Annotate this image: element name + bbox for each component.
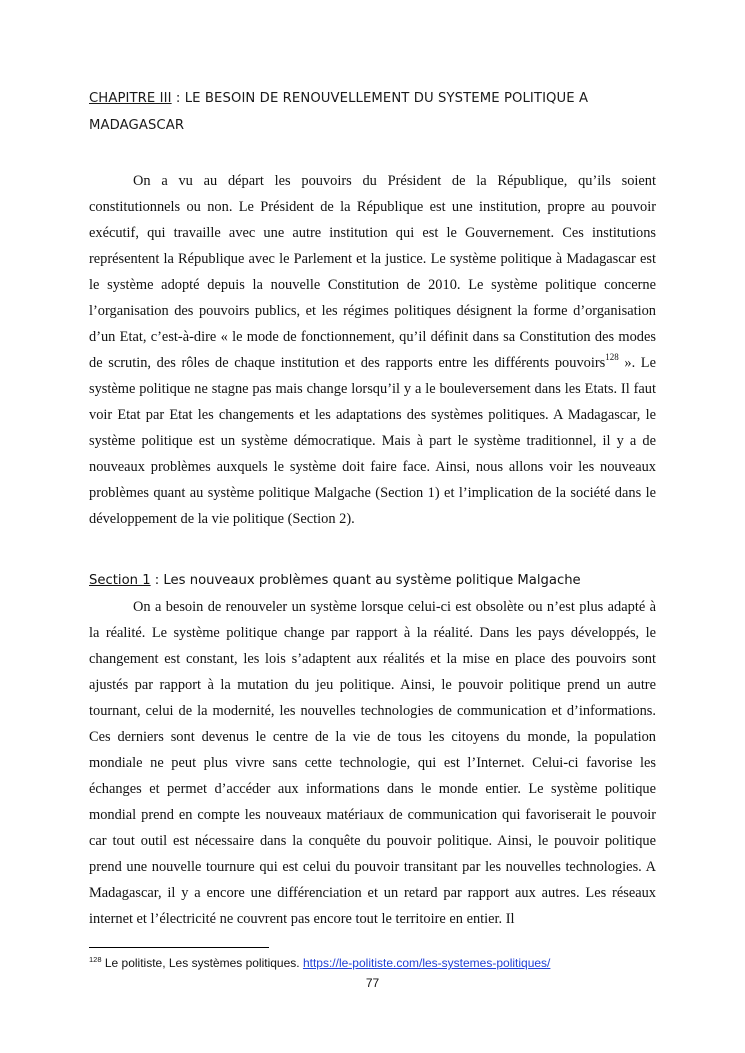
section-paragraph-text: On a besoin de renouveler un système lorsque celui-ci est obsolète ou n’est plus adapté à la réalité. Le système politique change par rapport à la réalité. Dans les pays développés, le changement est constant, les lois s’adaptent aux réalités et la mise en place des pouvoirs sont ajustés par rapport à la mutation du jeu politique. Ainsi, le pouvoir politique prend un autre tournant, celui de la modernité, les nouvelles technologies de communication et d’informations. Ces derniers sont devenus le centre de la vie de tous les citoyens du monde, la population mondiale ne peut plus vivre sans cette technologie, qui est l’Internet. Celui-ci favorise les échanges et permet d’accéder aux informations dans le monde entier. Le système politique mondial prend en compte les nouveaux matériaux de communication qui favoriserait le pouvoir car tout outil est nécessaire dans la conquête du pouvoir politique. Ainsi, le pouvoir politique prend une nouvelle tournure qui est celui du pouvoir transitant par les nouvelles technologies. A Madagascar, il y a encore une différenciation et un retard par rapport aux autres. Les réseaux internet et l’électricité ne couvrent pas encore tout le territoire en entier. Il [89,599,656,927]
footnote-reference[interactable]: 128 [605,352,619,362]
section-title: : Les nouveaux problèmes quant au système politique Malgache [150,573,581,588]
intro-paragraph [89,168,656,532]
footnote [89,956,689,970]
section-heading [89,570,669,592]
chapter-label: CHAPITRE III [89,91,172,106]
section-label: Section 1 [89,573,151,588]
footnote-divider [89,947,269,948]
intro-text-before-note: On a vu au départ les pouvoirs du Président de la République, qu’ils soient constitutionnels ou non. Le Président de la République est une institution, propre au pouvoir exécutif, qui travaille avec une autre institution qui est le Gouvernement. Ces institutions représentent la République avec le Parlement et la justice. Le système politique à Madagascar est le système adopté depuis la nouvelle Constitution de 2010. Le système politique concerne l’organisation des pouvoirs publics, et les régimes politiques désignent la forme d’organisation d’un Etat, c’est-à-dire « le mode de fonctionnement, qu’il définit dans sa Constitution des modes de scrutin, des rôles de chaque institution et des rapports entre les différents pouvoirs [89,173,656,371]
footnote-link[interactable]: https://le-politiste.com/les-systemes-politiques/ [302,956,551,970]
footnote-text: Le politiste, Les systèmes politiques. [101,956,303,970]
chapter-title: : LE BESOIN DE RENOUVELLEMENT DU SYSTEME POLITIQUE A MADAGASCAR [89,91,589,133]
chapter-heading [89,86,669,139]
section-paragraph [89,594,656,932]
intro-text-after-note: ». Le système politique ne stagne pas mais change lorsqu’il y a le bouleversement dans les Etats. Il faut voir Etat par Etat les changements et les adaptations des systèmes politiques. A Madagascar, le système politique est un système démocratique. Mais à part le système traditionnel, il y a de nouveaux problèmes auxquels le système doit faire face. Ainsi, nous allons voir les nouveaux problèmes quant au système politique Malgache (Section 1) et l’implication de la société dans le développement de la vie politique (Section 2). [89,355,656,527]
page-number: 77 [365,976,380,990]
footnote-number: 128 [89,955,102,964]
